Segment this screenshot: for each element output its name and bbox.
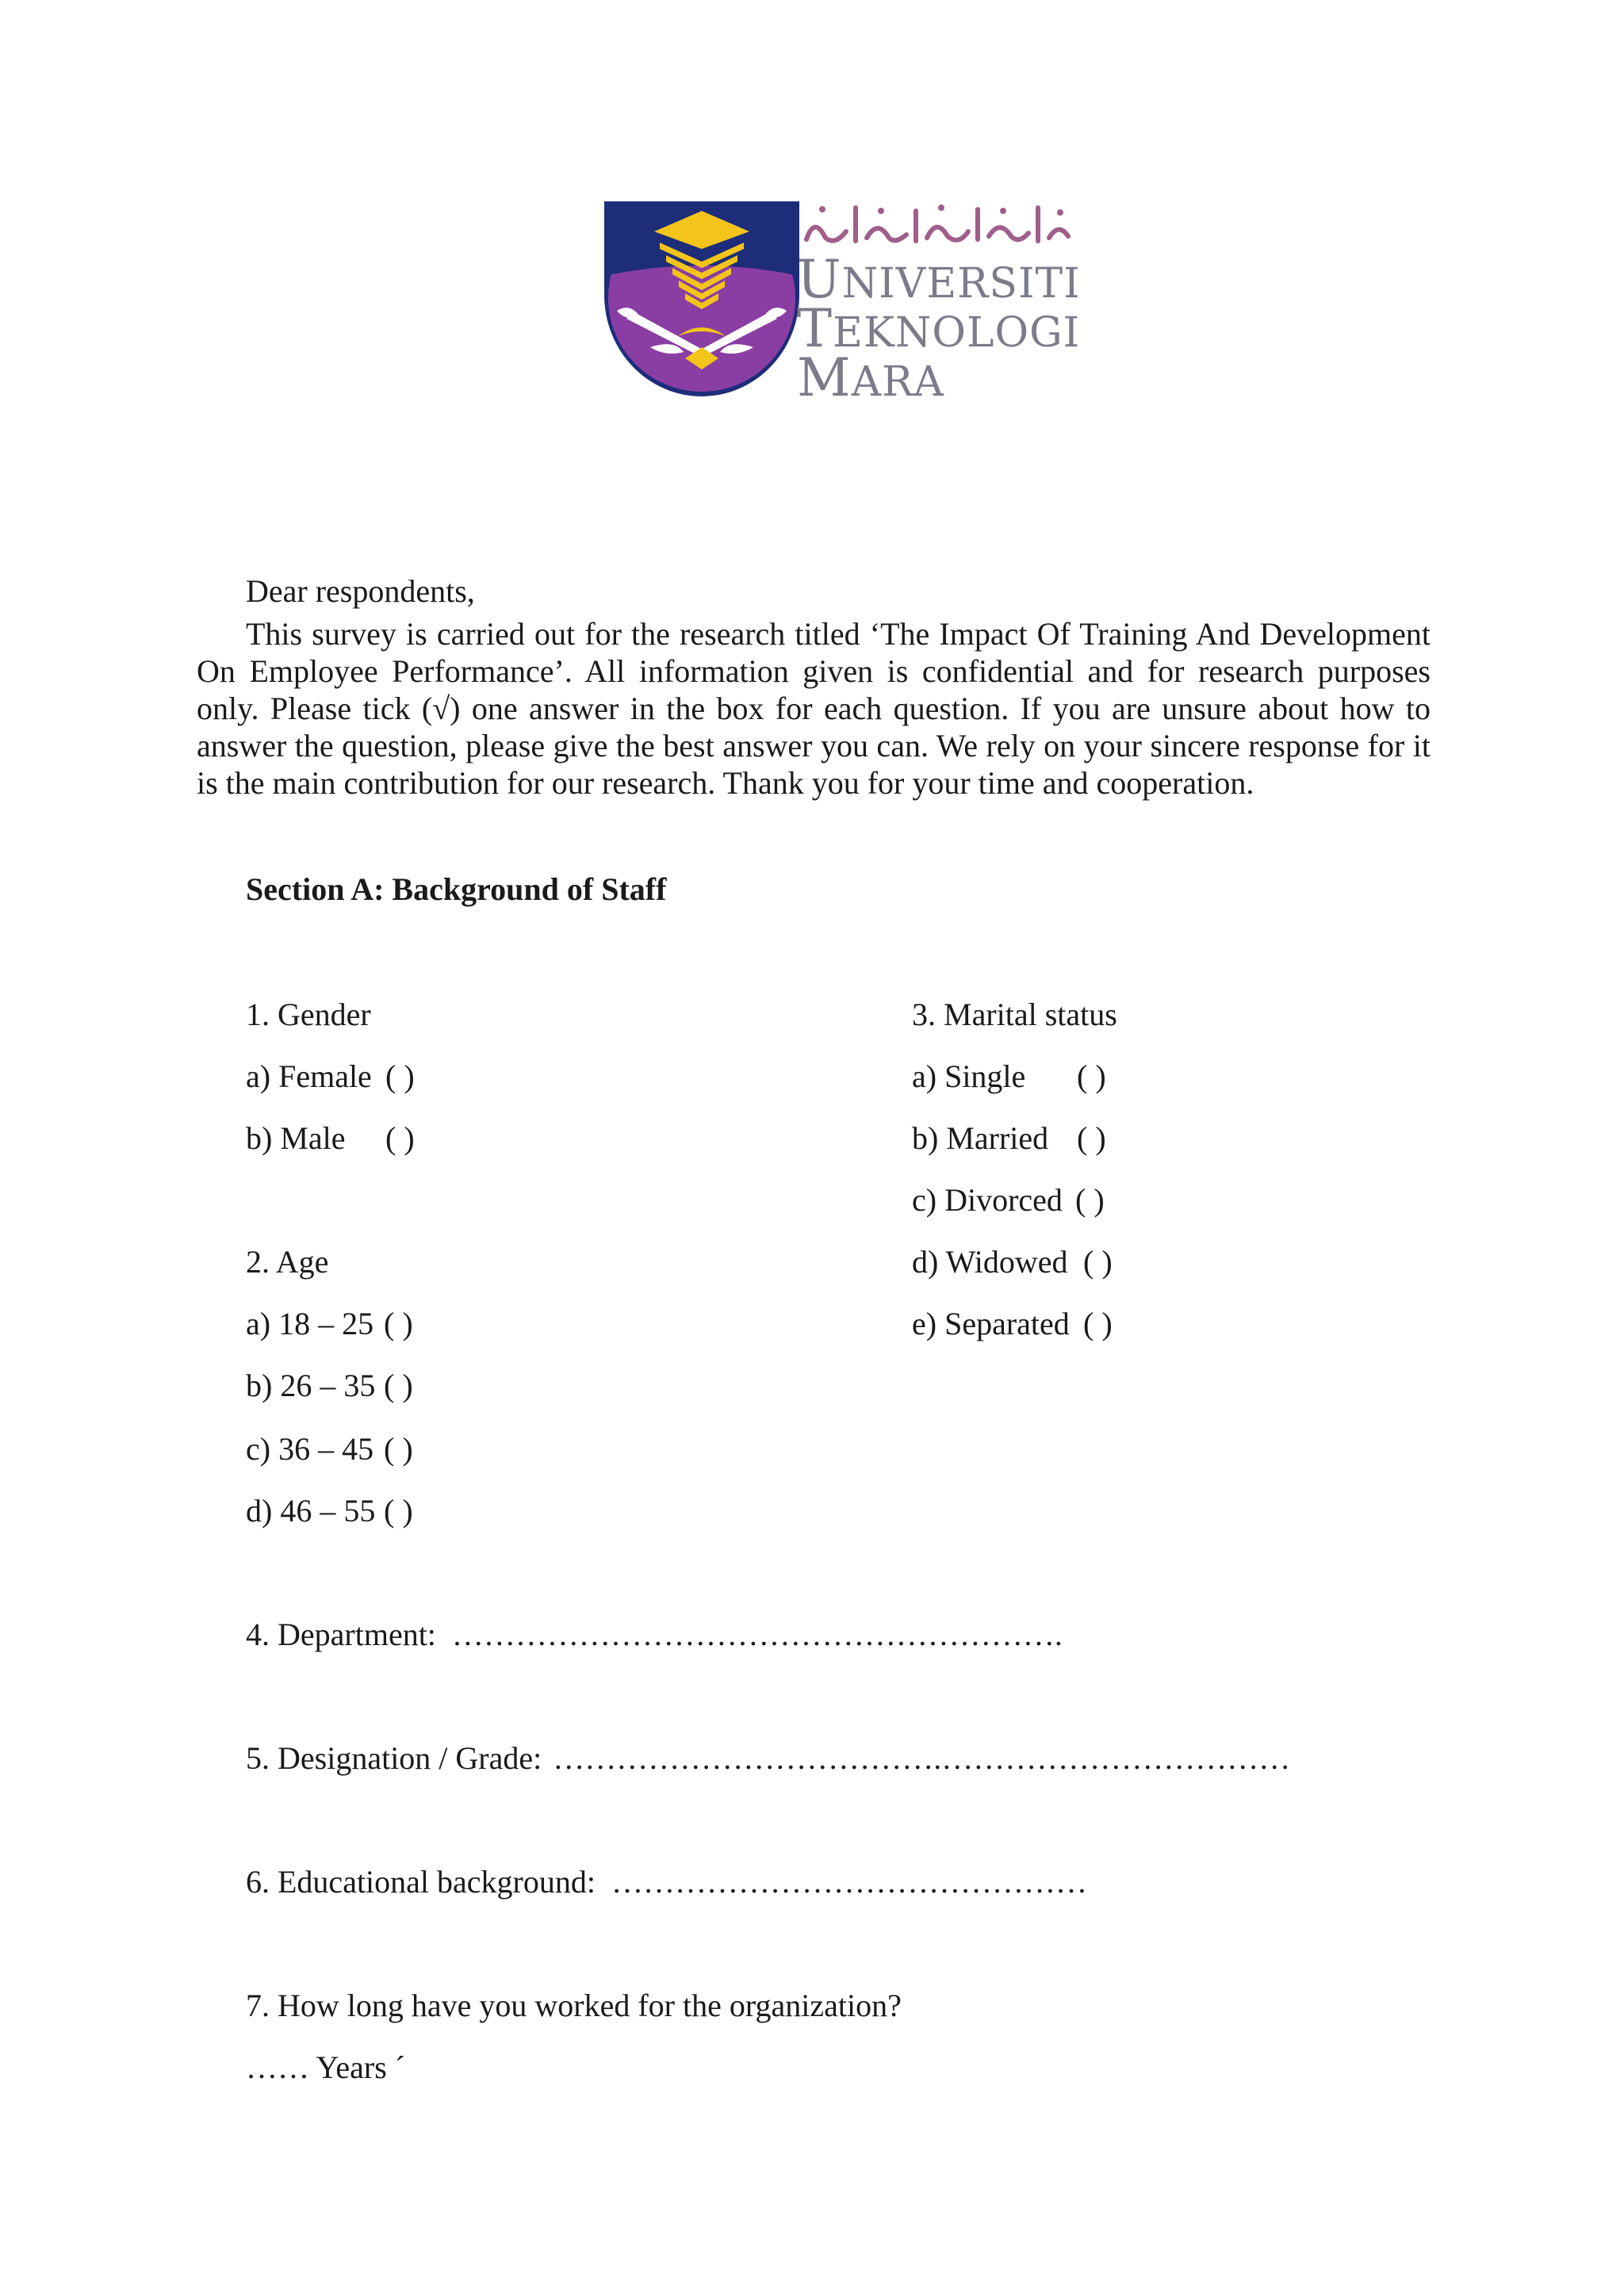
department-input-line[interactable]: …………………………………………………. xyxy=(451,1617,1063,1652)
wordmark-line-1: UNIVERSITI xyxy=(797,249,1081,310)
designation-label: 5. Designation / Grade: xyxy=(246,1740,542,1776)
question-designation xyxy=(246,1739,1290,1777)
option-label: d) 46 – 55 xyxy=(246,1493,376,1529)
marital-option-widowed[interactable] xyxy=(912,1243,1068,1281)
option-label: a) Single xyxy=(912,1058,1026,1094)
marital-married-tick-box[interactable]: ( ) xyxy=(1077,1120,1106,1156)
gender-option-female[interactable] xyxy=(246,1058,372,1096)
gender-female-tick-box[interactable]: ( ) xyxy=(385,1058,415,1094)
marital-single-tick-box[interactable]: ( ) xyxy=(1077,1058,1106,1094)
option-label: a) Female xyxy=(246,1058,372,1094)
option-label: e) Separated xyxy=(912,1306,1070,1341)
years-worked-input-line[interactable]: …… Years ´ xyxy=(246,2049,406,2085)
option-label: b) Married xyxy=(912,1120,1049,1156)
age-option-18-25[interactable] xyxy=(246,1305,373,1343)
age-26-35-tick-box[interactable]: ( ) xyxy=(384,1368,413,1403)
jawi-script-icon xyxy=(791,200,1076,251)
age-option-46-55[interactable] xyxy=(246,1492,375,1530)
option-label: c) Divorced xyxy=(912,1182,1063,1218)
age-46-55-tick-box[interactable]: ( ) xyxy=(384,1493,413,1529)
option-label: b) 26 – 35 xyxy=(246,1368,376,1403)
question-department xyxy=(246,1616,1063,1654)
marital-option-married[interactable] xyxy=(912,1119,1048,1158)
marital-option-divorced[interactable] xyxy=(912,1181,1063,1219)
age-option-36-45[interactable] xyxy=(246,1430,373,1468)
gender-option-male[interactable] xyxy=(246,1119,346,1158)
section-title: Section A: Background of Staff xyxy=(246,871,667,907)
logo-wordmark xyxy=(791,200,1081,408)
intro-paragraph: This survey is carried out for the research titled ‘The Impact Of Training And Development On Employee Performance’. All information given is confidential and for research purposes only. Please tick (√) one answer in the box for each question. If you are unsure about how to answer the question, please give the best answer you can. We rely on your sincere response for it is the main contribution for our research. Thank you for your time and cooperation. xyxy=(197,616,1431,801)
marital-widowed-tick-box[interactable]: ( ) xyxy=(1083,1244,1113,1280)
age-18-25-tick-box[interactable]: ( ) xyxy=(384,1306,413,1341)
age-option-26-35[interactable] xyxy=(246,1367,375,1405)
marital-separated-tick-box[interactable]: ( ) xyxy=(1083,1306,1113,1341)
wordmark-line-3: MARA xyxy=(797,347,944,408)
wordmark-line-2: TEKNOLOGI xyxy=(797,298,1081,359)
question-marital-status-label: 3. Marital status xyxy=(912,997,1117,1032)
option-label: c) 36 – 45 xyxy=(246,1431,374,1467)
question-gender-label: 1. Gender xyxy=(246,997,371,1032)
department-label: 4. Department: xyxy=(246,1617,436,1652)
option-label: d) Widowed xyxy=(912,1244,1068,1280)
university-logo xyxy=(603,200,1081,408)
educational-background-label: 6. Educational background: xyxy=(246,1864,596,1900)
age-36-45-tick-box[interactable]: ( ) xyxy=(384,1431,413,1467)
educational-background-input-line[interactable]: ……………………………………… xyxy=(611,1864,1087,1900)
designation-input-line[interactable]: ……………………………….…………………………… xyxy=(553,1740,1291,1776)
gender-male-tick-box[interactable]: ( ) xyxy=(385,1120,415,1156)
marital-option-single[interactable] xyxy=(912,1058,1025,1096)
question-age-label: 2. Age xyxy=(246,1244,329,1280)
question-years-worked-label: 7. How long have you worked for the organization? xyxy=(246,1988,902,2023)
salutation: Dear respondents, xyxy=(246,573,475,609)
marital-option-separated[interactable] xyxy=(912,1305,1070,1343)
marital-divorced-tick-box[interactable]: ( ) xyxy=(1075,1182,1105,1218)
question-educational-background xyxy=(246,1863,1087,1901)
option-label: a) 18 – 25 xyxy=(246,1306,374,1341)
option-label: b) Male xyxy=(246,1120,346,1156)
uitm-crest-icon xyxy=(603,200,801,400)
